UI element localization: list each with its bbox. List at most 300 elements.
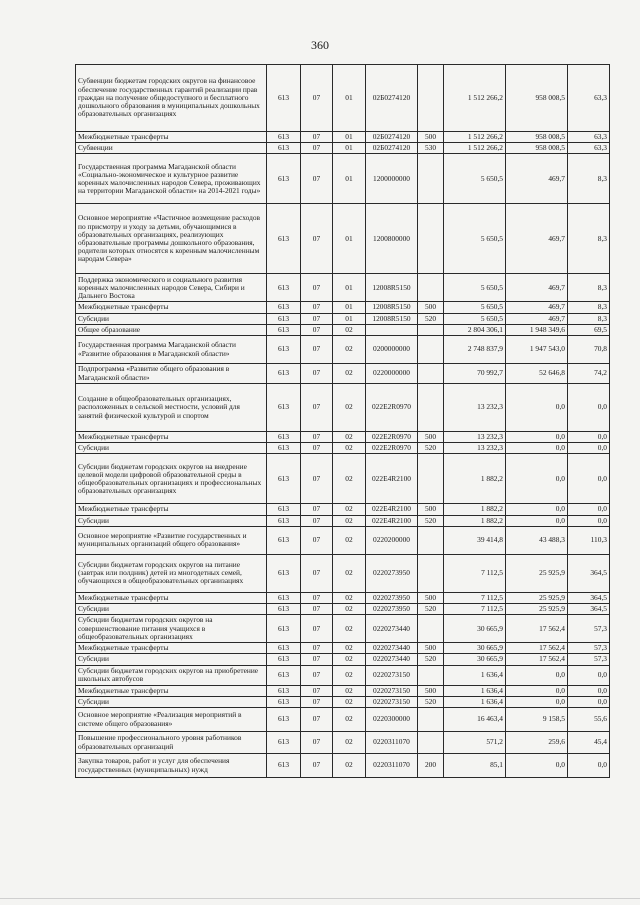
cell-section: 07 xyxy=(301,665,333,685)
table-row xyxy=(76,515,610,526)
cell-subsection: 02 xyxy=(333,432,366,443)
cell-plan-amount: 7 112,5 xyxy=(444,592,506,603)
cell-expense-type xyxy=(418,274,444,302)
cell-target-article: 0220311070 xyxy=(366,732,418,754)
cell-subsection: 02 xyxy=(333,324,366,335)
cell-name: Государственная программа Магаданской области «Социально-экономическое и культурное развитие коренных малочисленных народов Севера, проживающих на территории Магаданской области» на 2014-2021 годы» xyxy=(76,154,267,204)
cell-target-article: 0200000000 xyxy=(366,336,418,364)
cell-name: Субсидии xyxy=(76,654,267,665)
cell-actual-amount: 25 925,9 xyxy=(506,554,568,592)
budget-table xyxy=(75,64,610,778)
table-row xyxy=(76,654,610,665)
cell-expense-type xyxy=(418,554,444,592)
cell-target-article: 12008R5150 xyxy=(366,274,418,302)
cell-grbs: 613 xyxy=(267,454,301,504)
cell-name: Межбюджетные трансферты xyxy=(76,132,267,143)
cell-section: 07 xyxy=(301,654,333,665)
cell-subsection: 02 xyxy=(333,665,366,685)
cell-subsection: 01 xyxy=(333,154,366,204)
table-row xyxy=(76,154,610,204)
cell-actual-amount: 0,0 xyxy=(506,384,568,432)
cell-subsection: 01 xyxy=(333,132,366,143)
cell-subsection: 02 xyxy=(333,515,366,526)
cell-actual-amount: 17 562,4 xyxy=(506,654,568,665)
cell-target-article: 12008R5150 xyxy=(366,302,418,313)
table-row xyxy=(76,143,610,154)
cell-plan-amount: 13 232,3 xyxy=(444,432,506,443)
cell-section: 07 xyxy=(301,432,333,443)
cell-grbs: 613 xyxy=(267,685,301,696)
table-row xyxy=(76,324,610,335)
page-number: 360 xyxy=(311,38,329,52)
cell-actual-amount: 1 948 349,6 xyxy=(506,324,568,335)
cell-actual-amount: 0,0 xyxy=(506,432,568,443)
cell-actual-amount: 0,0 xyxy=(506,696,568,707)
cell-target-article: 0220273150 xyxy=(366,685,418,696)
cell-plan-amount: 30 665,9 xyxy=(444,654,506,665)
cell-subsection: 01 xyxy=(333,65,366,132)
table-row xyxy=(76,732,610,754)
cell-execution-percent: 364,5 xyxy=(568,604,610,615)
cell-actual-amount: 958 008,5 xyxy=(506,65,568,132)
cell-subsection: 02 xyxy=(333,708,366,732)
cell-subsection: 02 xyxy=(333,615,366,643)
cell-section: 07 xyxy=(301,204,333,274)
scan-edge-line xyxy=(0,898,640,899)
cell-name: Субсидии бюджетам городских округов на совершенствование питания учащихся в общеобразовательных организациях xyxy=(76,615,267,643)
cell-grbs: 613 xyxy=(267,708,301,732)
cell-grbs: 613 xyxy=(267,132,301,143)
cell-execution-percent: 110,3 xyxy=(568,526,610,554)
cell-subsection: 02 xyxy=(333,754,366,778)
cell-name: Поддержка экономического и социального развития коренных малочисленных народов Севера, Сибири и Дальнего Востока xyxy=(76,274,267,302)
cell-section: 07 xyxy=(301,554,333,592)
cell-grbs: 613 xyxy=(267,592,301,603)
table-row xyxy=(76,132,610,143)
table-row xyxy=(76,754,610,778)
cell-plan-amount: 1 882,2 xyxy=(444,454,506,504)
cell-plan-amount: 1 512 266,2 xyxy=(444,132,506,143)
cell-section: 07 xyxy=(301,143,333,154)
cell-target-article: 02Б0274120 xyxy=(366,143,418,154)
cell-name: Субвенции xyxy=(76,143,267,154)
cell-grbs: 613 xyxy=(267,204,301,274)
table-row xyxy=(76,504,610,515)
cell-plan-amount: 5 650,5 xyxy=(444,274,506,302)
cell-execution-percent: 57,3 xyxy=(568,615,610,643)
cell-name: Закупка товаров, работ и услуг для обеспечения государственных (муниципальных) нужд xyxy=(76,754,267,778)
cell-expense-type xyxy=(418,336,444,364)
table-row xyxy=(76,274,610,302)
cell-execution-percent: 8,3 xyxy=(568,313,610,324)
cell-plan-amount: 1 512 266,2 xyxy=(444,143,506,154)
cell-grbs: 613 xyxy=(267,604,301,615)
cell-name: Создание в общеобразовательных организациях, расположенных в сельской местности, условий для занятий физической культурой и спортом xyxy=(76,384,267,432)
cell-section: 07 xyxy=(301,132,333,143)
cell-execution-percent: 0,0 xyxy=(568,696,610,707)
cell-plan-amount: 1 882,2 xyxy=(444,504,506,515)
cell-section: 07 xyxy=(301,336,333,364)
cell-grbs: 613 xyxy=(267,154,301,204)
cell-subsection: 02 xyxy=(333,336,366,364)
cell-grbs: 613 xyxy=(267,432,301,443)
cell-subsection: 02 xyxy=(333,732,366,754)
cell-grbs: 613 xyxy=(267,384,301,432)
cell-actual-amount: 9 158,5 xyxy=(506,708,568,732)
cell-section: 07 xyxy=(301,604,333,615)
cell-execution-percent: 57,3 xyxy=(568,654,610,665)
cell-grbs: 613 xyxy=(267,65,301,132)
cell-subsection: 02 xyxy=(333,643,366,654)
cell-plan-amount: 1 882,2 xyxy=(444,515,506,526)
cell-name: Основное мероприятие «Частичное возмещение расходов по присмотру и уходу за детьми, обучающимися в образовательных организациях, реализующих образовательные программы дошкольного образования, родители которых относятся к коренным малочисленным народам Севера» xyxy=(76,204,267,274)
cell-plan-amount: 16 463,4 xyxy=(444,708,506,732)
cell-subsection: 02 xyxy=(333,454,366,504)
cell-name: Субсидии xyxy=(76,604,267,615)
cell-plan-amount: 2 804 306,1 xyxy=(444,324,506,335)
cell-section: 07 xyxy=(301,515,333,526)
cell-expense-type: 530 xyxy=(418,143,444,154)
cell-name: Межбюджетные трансферты xyxy=(76,302,267,313)
cell-plan-amount: 7 112,5 xyxy=(444,554,506,592)
cell-target-article: 022E4R2100 xyxy=(366,504,418,515)
cell-expense-type: 500 xyxy=(418,504,444,515)
cell-execution-percent: 63,3 xyxy=(568,65,610,132)
table-row xyxy=(76,615,610,643)
cell-actual-amount: 469,7 xyxy=(506,154,568,204)
cell-name: Межбюджетные трансферты xyxy=(76,643,267,654)
cell-execution-percent: 8,3 xyxy=(568,302,610,313)
cell-execution-percent: 0,0 xyxy=(568,754,610,778)
cell-execution-percent: 0,0 xyxy=(568,454,610,504)
cell-actual-amount: 0,0 xyxy=(506,504,568,515)
cell-execution-percent: 0,0 xyxy=(568,443,610,454)
cell-expense-type: 200 xyxy=(418,754,444,778)
cell-grbs: 613 xyxy=(267,654,301,665)
cell-actual-amount: 259,6 xyxy=(506,732,568,754)
cell-section: 07 xyxy=(301,754,333,778)
cell-section: 07 xyxy=(301,454,333,504)
cell-execution-percent: 74,2 xyxy=(568,364,610,384)
table-body xyxy=(76,65,610,778)
cell-expense-type xyxy=(418,732,444,754)
cell-actual-amount: 469,7 xyxy=(506,302,568,313)
cell-execution-percent: 364,5 xyxy=(568,592,610,603)
cell-execution-percent: 8,3 xyxy=(568,274,610,302)
cell-name: Субсидии xyxy=(76,313,267,324)
cell-grbs: 613 xyxy=(267,754,301,778)
cell-actual-amount: 469,7 xyxy=(506,204,568,274)
cell-section: 07 xyxy=(301,615,333,643)
cell-target-article xyxy=(366,324,418,335)
cell-subsection: 01 xyxy=(333,274,366,302)
cell-section: 07 xyxy=(301,685,333,696)
cell-target-article: 0220273950 xyxy=(366,592,418,603)
cell-execution-percent: 8,3 xyxy=(568,154,610,204)
cell-execution-percent: 63,3 xyxy=(568,132,610,143)
cell-expense-type xyxy=(418,665,444,685)
cell-target-article: 0220273440 xyxy=(366,654,418,665)
cell-actual-amount: 469,7 xyxy=(506,274,568,302)
cell-grbs: 613 xyxy=(267,324,301,335)
table-row xyxy=(76,454,610,504)
cell-execution-percent: 57,3 xyxy=(568,643,610,654)
cell-section: 07 xyxy=(301,274,333,302)
cell-actual-amount: 958 008,5 xyxy=(506,132,568,143)
cell-subsection: 02 xyxy=(333,504,366,515)
cell-expense-type: 520 xyxy=(418,696,444,707)
cell-plan-amount: 571,2 xyxy=(444,732,506,754)
table-row xyxy=(76,554,610,592)
table-row xyxy=(76,696,610,707)
cell-plan-amount: 70 992,7 xyxy=(444,364,506,384)
cell-expense-type xyxy=(418,526,444,554)
cell-expense-type xyxy=(418,708,444,732)
cell-execution-percent: 69,5 xyxy=(568,324,610,335)
cell-subsection: 02 xyxy=(333,696,366,707)
cell-plan-amount: 13 232,3 xyxy=(444,443,506,454)
cell-section: 07 xyxy=(301,643,333,654)
table-row xyxy=(76,443,610,454)
cell-plan-amount: 5 650,5 xyxy=(444,302,506,313)
cell-execution-percent: 364,5 xyxy=(568,554,610,592)
cell-section: 07 xyxy=(301,443,333,454)
cell-target-article: 12008R5150 xyxy=(366,313,418,324)
cell-actual-amount: 52 646,8 xyxy=(506,364,568,384)
cell-section: 07 xyxy=(301,384,333,432)
cell-subsection: 01 xyxy=(333,204,366,274)
cell-name: Повышение профессионального уровня работников образовательных организаций xyxy=(76,732,267,754)
cell-expense-type: 520 xyxy=(418,604,444,615)
cell-subsection: 02 xyxy=(333,604,366,615)
cell-section: 07 xyxy=(301,696,333,707)
cell-name: Основное мероприятие «Развитие государственных и муниципальных организаций общего образования» xyxy=(76,526,267,554)
cell-target-article: 0220200000 xyxy=(366,526,418,554)
table-row xyxy=(76,526,610,554)
cell-plan-amount: 13 232,3 xyxy=(444,384,506,432)
cell-section: 07 xyxy=(301,526,333,554)
cell-target-article: 022E2R0970 xyxy=(366,443,418,454)
cell-actual-amount: 17 562,4 xyxy=(506,643,568,654)
cell-subsection: 02 xyxy=(333,526,366,554)
cell-actual-amount: 25 925,9 xyxy=(506,604,568,615)
cell-target-article: 0220273950 xyxy=(366,604,418,615)
cell-section: 07 xyxy=(301,732,333,754)
cell-name: Субсидии xyxy=(76,515,267,526)
cell-subsection: 02 xyxy=(333,685,366,696)
cell-target-article: 0220273950 xyxy=(366,554,418,592)
cell-execution-percent: 8,3 xyxy=(568,204,610,274)
cell-actual-amount: 0,0 xyxy=(506,754,568,778)
cell-grbs: 613 xyxy=(267,665,301,685)
cell-name: Субсидии бюджетам городских округов на приобретение школьных автобусов xyxy=(76,665,267,685)
cell-name: Основное мероприятие «Реализация мероприятий в системе общего образования» xyxy=(76,708,267,732)
table-row xyxy=(76,204,610,274)
cell-execution-percent: 0,0 xyxy=(568,432,610,443)
cell-plan-amount: 30 665,9 xyxy=(444,615,506,643)
cell-execution-percent: 45,4 xyxy=(568,732,610,754)
cell-section: 07 xyxy=(301,504,333,515)
cell-expense-type: 520 xyxy=(418,515,444,526)
cell-grbs: 613 xyxy=(267,313,301,324)
cell-name: Общее образование xyxy=(76,324,267,335)
cell-expense-type: 500 xyxy=(418,132,444,143)
cell-actual-amount: 1 947 543,0 xyxy=(506,336,568,364)
cell-target-article: 022E4R2100 xyxy=(366,515,418,526)
cell-subsection: 02 xyxy=(333,654,366,665)
cell-actual-amount: 958 008,5 xyxy=(506,143,568,154)
table-row xyxy=(76,364,610,384)
cell-grbs: 613 xyxy=(267,302,301,313)
cell-grbs: 613 xyxy=(267,696,301,707)
cell-grbs: 613 xyxy=(267,364,301,384)
cell-section: 07 xyxy=(301,324,333,335)
cell-plan-amount: 1 636,4 xyxy=(444,665,506,685)
cell-plan-amount: 1 512 266,2 xyxy=(444,65,506,132)
cell-expense-type: 500 xyxy=(418,643,444,654)
cell-actual-amount: 0,0 xyxy=(506,665,568,685)
cell-actual-amount: 0,0 xyxy=(506,685,568,696)
cell-plan-amount: 5 650,5 xyxy=(444,154,506,204)
cell-target-article: 02Б0274120 xyxy=(366,65,418,132)
cell-section: 07 xyxy=(301,65,333,132)
cell-target-article: 022E2R0970 xyxy=(366,432,418,443)
cell-subsection: 02 xyxy=(333,443,366,454)
cell-expense-type: 500 xyxy=(418,592,444,603)
cell-section: 07 xyxy=(301,313,333,324)
cell-execution-percent: 0,0 xyxy=(568,665,610,685)
cell-subsection: 01 xyxy=(333,143,366,154)
cell-section: 07 xyxy=(301,154,333,204)
cell-expense-type xyxy=(418,324,444,335)
cell-target-article: 022E2R0970 xyxy=(366,384,418,432)
cell-target-article: 0220273150 xyxy=(366,665,418,685)
cell-expense-type xyxy=(418,65,444,132)
cell-subsection: 01 xyxy=(333,313,366,324)
cell-grbs: 613 xyxy=(267,515,301,526)
cell-actual-amount: 25 925,9 xyxy=(506,592,568,603)
cell-plan-amount: 85,1 xyxy=(444,754,506,778)
table-row xyxy=(76,65,610,132)
cell-name: Субсидии xyxy=(76,443,267,454)
cell-expense-type xyxy=(418,384,444,432)
cell-target-article: 0220000000 xyxy=(366,364,418,384)
cell-target-article: 0220300000 xyxy=(366,708,418,732)
cell-expense-type: 500 xyxy=(418,685,444,696)
cell-target-article: 0220273440 xyxy=(366,643,418,654)
cell-expense-type: 520 xyxy=(418,443,444,454)
cell-subsection: 02 xyxy=(333,384,366,432)
cell-plan-amount: 1 636,4 xyxy=(444,685,506,696)
cell-expense-type: 500 xyxy=(418,302,444,313)
cell-execution-percent: 63,3 xyxy=(568,143,610,154)
table-row xyxy=(76,708,610,732)
cell-target-article: 1200000000 xyxy=(366,154,418,204)
cell-plan-amount: 5 650,5 xyxy=(444,204,506,274)
cell-plan-amount: 39 414,8 xyxy=(444,526,506,554)
cell-execution-percent: 70,8 xyxy=(568,336,610,364)
table-row xyxy=(76,432,610,443)
cell-expense-type: 500 xyxy=(418,432,444,443)
table-row xyxy=(76,313,610,324)
cell-grbs: 613 xyxy=(267,274,301,302)
cell-name: Субсидии xyxy=(76,696,267,707)
cell-name: Межбюджетные трансферты xyxy=(76,432,267,443)
table-row xyxy=(76,302,610,313)
table-row xyxy=(76,604,610,615)
cell-target-article: 0220273150 xyxy=(366,696,418,707)
table-row xyxy=(76,384,610,432)
table-row xyxy=(76,685,610,696)
cell-expense-type xyxy=(418,615,444,643)
cell-grbs: 613 xyxy=(267,143,301,154)
table-row xyxy=(76,592,610,603)
cell-subsection: 01 xyxy=(333,302,366,313)
cell-actual-amount: 0,0 xyxy=(506,443,568,454)
cell-subsection: 02 xyxy=(333,592,366,603)
cell-actual-amount: 43 488,3 xyxy=(506,526,568,554)
cell-name: Межбюджетные трансферты xyxy=(76,685,267,696)
cell-actual-amount: 17 562,4 xyxy=(506,615,568,643)
cell-expense-type xyxy=(418,204,444,274)
cell-section: 07 xyxy=(301,364,333,384)
cell-name: Субвенции бюджетам городских округов на финансовое обеспечение государственных гарантий реализации прав граждан на получение общедоступного и бесплатного дошкольного образования в муниципальных дошкольных образовательных организациях xyxy=(76,65,267,132)
table-row xyxy=(76,665,610,685)
table-row xyxy=(76,336,610,364)
cell-name: Государственная программа Магаданской области «Развитие образования в Магаданской области» xyxy=(76,336,267,364)
cell-actual-amount: 0,0 xyxy=(506,454,568,504)
cell-grbs: 613 xyxy=(267,554,301,592)
cell-plan-amount: 1 636,4 xyxy=(444,696,506,707)
cell-grbs: 613 xyxy=(267,336,301,364)
cell-actual-amount: 469,7 xyxy=(506,313,568,324)
cell-grbs: 613 xyxy=(267,732,301,754)
cell-section: 07 xyxy=(301,302,333,313)
cell-execution-percent: 0,0 xyxy=(568,384,610,432)
cell-execution-percent: 0,0 xyxy=(568,685,610,696)
cell-name: Межбюджетные трансферты xyxy=(76,592,267,603)
cell-target-article: 02Б0274120 xyxy=(366,132,418,143)
cell-expense-type: 520 xyxy=(418,654,444,665)
cell-plan-amount: 5 650,5 xyxy=(444,313,506,324)
cell-section: 07 xyxy=(301,708,333,732)
cell-target-article: 1200800000 xyxy=(366,204,418,274)
cell-grbs: 613 xyxy=(267,615,301,643)
cell-section: 07 xyxy=(301,592,333,603)
cell-execution-percent: 55,6 xyxy=(568,708,610,732)
cell-name: Подпрограмма «Развитие общего образования в Магаданской области» xyxy=(76,364,267,384)
cell-grbs: 613 xyxy=(267,526,301,554)
cell-expense-type xyxy=(418,454,444,504)
cell-execution-percent: 0,0 xyxy=(568,504,610,515)
cell-plan-amount: 30 665,9 xyxy=(444,643,506,654)
cell-target-article: 0220311070 xyxy=(366,754,418,778)
cell-name: Субсидии бюджетам городских округов на внедрение целевой модели цифровой образовательной среды в общеобразовательных организациях и профессиональных образовательных организациях xyxy=(76,454,267,504)
cell-name: Межбюджетные трансферты xyxy=(76,504,267,515)
cell-grbs: 613 xyxy=(267,443,301,454)
cell-expense-type: 520 xyxy=(418,313,444,324)
cell-actual-amount: 0,0 xyxy=(506,515,568,526)
cell-subsection: 02 xyxy=(333,554,366,592)
cell-expense-type xyxy=(418,364,444,384)
cell-name: Субсидии бюджетам городских округов на питание (завтрак или полдник) детей из многодетных семей, обучающихся в общеобразовательных организациях xyxy=(76,554,267,592)
cell-expense-type xyxy=(418,154,444,204)
cell-subsection: 02 xyxy=(333,364,366,384)
table-row xyxy=(76,643,610,654)
cell-grbs: 613 xyxy=(267,643,301,654)
cell-target-article: 0220273440 xyxy=(366,615,418,643)
cell-plan-amount: 2 748 837,9 xyxy=(444,336,506,364)
